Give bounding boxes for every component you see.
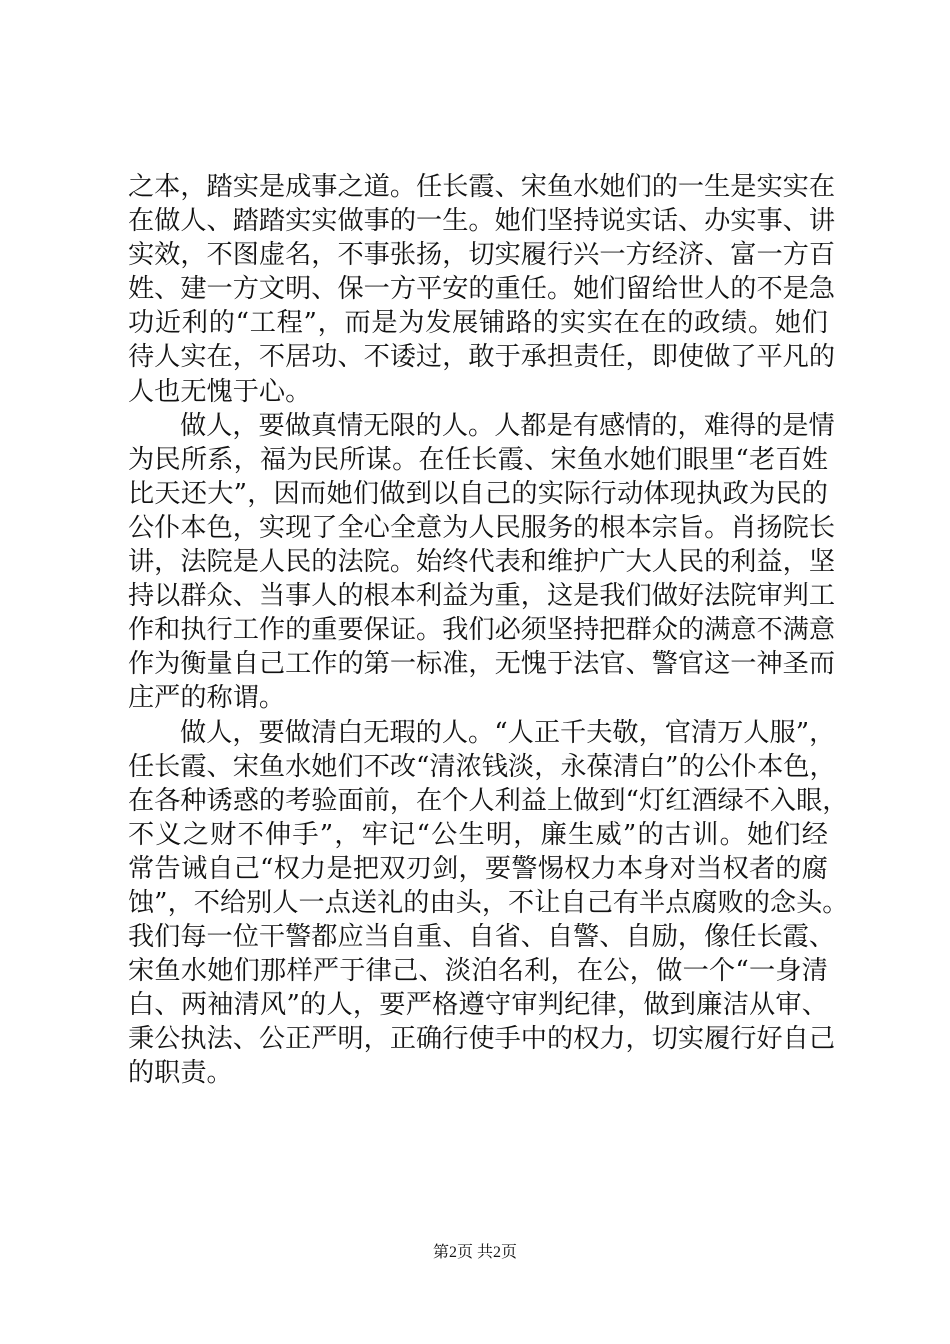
text-line: 姓、建一方文明、保一方平安的重任。她们留给世人的不是急 xyxy=(128,274,836,305)
text-line: 之本，踏实是成事之道。任长霞、宋鱼水她们的一生是实实在 xyxy=(128,172,836,202)
text-line: 庄严的称谓。 xyxy=(128,683,286,714)
text-line: 实效，不图虚名，不事张扬，切实履行兴一方经济、富一方百 xyxy=(128,240,836,271)
text-line: 比天还大”，因而她们做到以自己的实际行动体现执政为民的 xyxy=(128,478,828,509)
text-line: 功近利的“工程”，而是为发展铺路的实实在在的政绩。她们 xyxy=(128,308,828,339)
text-line: 宋鱼水她们那样严于律己、淡泊名利，在公，做一个“一身清 xyxy=(128,956,828,987)
page-footer xyxy=(0,1243,950,1263)
text-line: 蚀”，不给别人一点送礼的由头，不让自己有半点腐败的念头。 xyxy=(128,887,849,918)
text-line: 秉公执法、公正严明，正确行使手中的权力，切实履行好自己 xyxy=(128,1024,836,1055)
paragraph-start-line: 做人，要做清白无瑕的人。“人正千夫敬，官清万人服”， xyxy=(180,717,836,748)
text-line: 作和执行工作的重要保证。我们必须坚持把群众的满意不满意 xyxy=(128,615,836,646)
text-line: 人也无愧于心。 xyxy=(128,376,312,407)
text-line: 我们每一位干警都应当自重、自省、自警、自励，像任长霞、 xyxy=(128,922,836,953)
text-line: 在做人、踏踏实实做事的一生。她们坚持说实话、办实事、讲 xyxy=(128,206,836,237)
text-line: 常告诫自己“权力是把双刃剑，要警惕权力本身对当权者的腐 xyxy=(128,853,828,884)
text-line: 任长霞、宋鱼水她们不改“清浓钱淡，永葆清白”的公仆本色， xyxy=(128,751,836,782)
text-line: 的职责。 xyxy=(128,1058,233,1089)
text-line: 不义之财不伸手”，牢记“公生明，廉生威”的古训。她们经 xyxy=(128,819,828,850)
paragraph-start-line: 做人，要做真情无限的人。人都是有感情的，难得的是情 xyxy=(180,410,835,441)
document-body xyxy=(128,170,849,1091)
text-line: 在各种诱惑的考验面前，在个人利益上做到“灯红酒绿不入眼， xyxy=(128,785,849,816)
text-line: 作为衡量自己工作的第一标准，无愧于法官、警官这一神圣而 xyxy=(128,649,836,680)
text-line: 白、两袖清风”的人，要严格遵守审判纪律，做到廉洁从审、 xyxy=(128,990,828,1021)
text-line: 持以群众、当事人的根本利益为重，这是我们做好法院审判工 xyxy=(128,581,836,612)
text-line: 待人实在，不居功、不诿过，敢于承担责任，即使做了平凡的 xyxy=(128,342,836,373)
text-line: 公仆本色，实现了全心全意为人民服务的根本宗旨。肖扬院长 xyxy=(128,512,836,543)
page-number-indicator: 第2页 共2页 xyxy=(432,1244,517,1261)
text-line: 讲，法院是人民的法院。始终代表和维护广大人民的利益，坚 xyxy=(128,547,836,578)
text-line: 为民所系，福为民所谋。在任长霞、宋鱼水她们眼里“老百姓 xyxy=(128,444,828,475)
